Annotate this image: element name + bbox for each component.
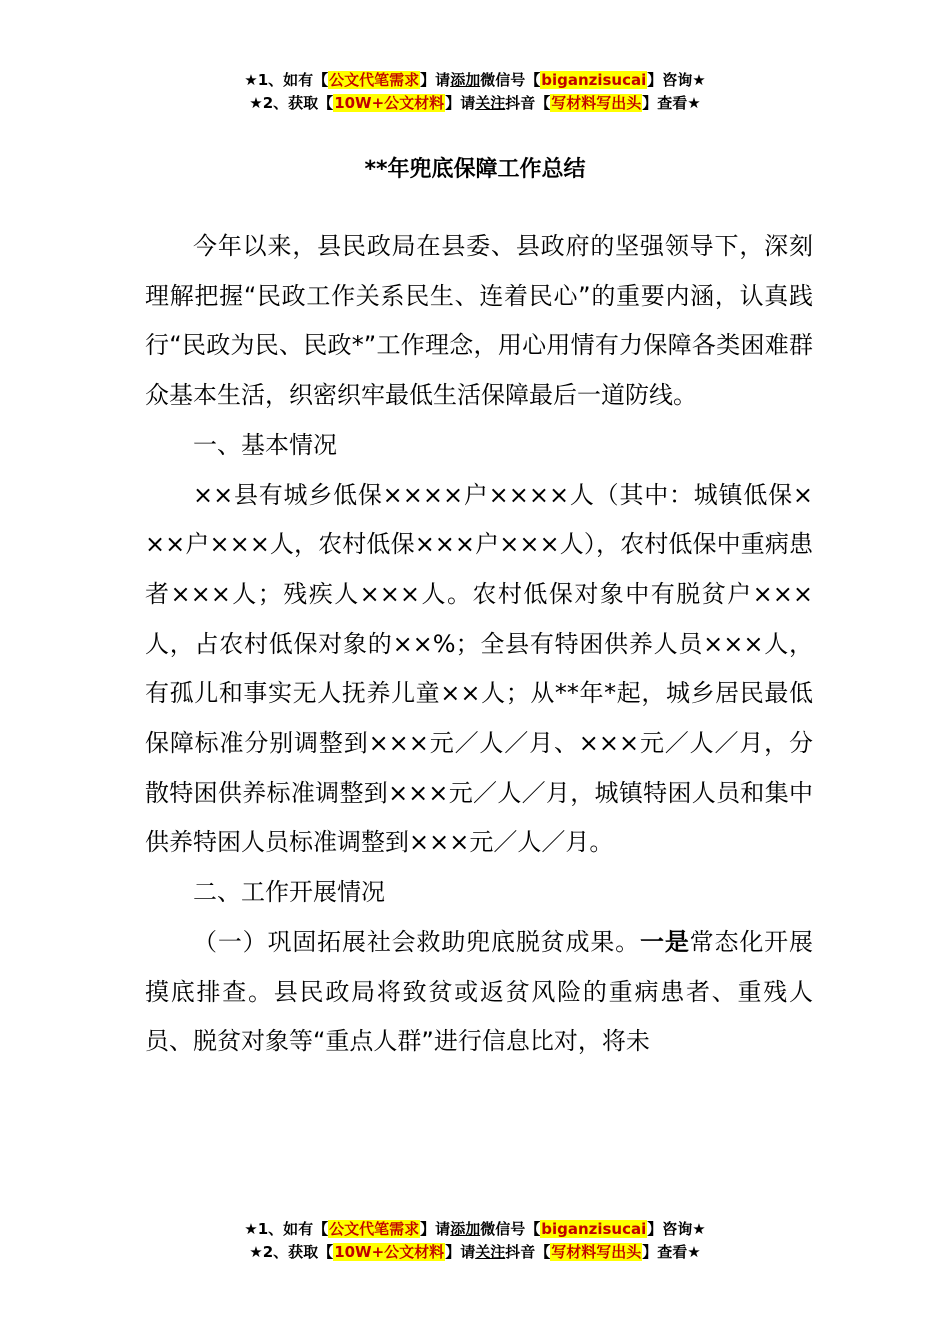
section-heading-basic: 一、基本情况 [193, 430, 337, 459]
banner-highlight: biganzisucai [541, 71, 647, 89]
banner-highlight: 公文代笔需求 [329, 1220, 420, 1238]
basic-situation-paragraph: ××县有城乡低保××××户××××人（其中：城镇低保×××户×××人，农村低保×××户×××人），农村低保中重病患者×××人；残疾人×××人。农村低保对象中有脱贫户×××人，占农村低保对象的××%；全县有特困供养人员×××人，有孤儿和事实无人抚养儿童××人；从**年*起，城乡居民最低保障标准分别调整到×××元／人／月、×××元／人／月，分散特困供养标准调整到×××元／人／月，城镇特困人员和集中供养特困人员标准调整到×××元／人／月。 [145, 480, 813, 857]
banner-line-1: ★1、如有【公文代笔需求】请添加微信号【biganzisucai】咨询★ [244, 1220, 706, 1238]
banner-highlight: 写材料写出头 [551, 94, 642, 112]
footer-banner [0, 1218, 950, 1264]
banner-highlight: 写材料写出头 [551, 1243, 642, 1261]
section-heading-work: 二、工作开展情况 [193, 878, 385, 907]
emphasis-text: 一是 [640, 927, 690, 956]
header-banner [0, 69, 950, 115]
document-body [145, 222, 813, 1067]
banner-line-1: ★1、如有【公文代笔需求】请添加微信号【biganzisucai】咨询★ [244, 71, 706, 89]
work-paragraph: （一）巩固拓展社会救助兜底脱贫成果。一是常态化开展摸底排查。县民政局将致贫或返贫风险的重病患者、重残人员、脱贫对象等“重点人群”进行信息比对，将未 [145, 927, 814, 1056]
banner-highlight: 公文代笔需求 [329, 71, 420, 89]
intro-paragraph: 今年以来，县民政局在县委、县政府的坚强领导下，深刻理解把握“民政工作关系民生、连着民心”的重要内涵，认真践行“民政为民、民政*”工作理念，用心用情有力保障各类困难群众基本生活，织密织牢最低生活保障最后一道防线。 [145, 232, 813, 410]
banner-line-2: ★2、获取【10W+公文材料】请关注抖音【写材料写出头】查看★ [249, 1243, 701, 1261]
banner-highlight: biganzisucai [541, 1220, 647, 1238]
banner-highlight: 10W+公文材料 [334, 1243, 445, 1261]
document-title: **年兜底保障工作总结 [364, 157, 586, 182]
banner-highlight: 10W+公文材料 [334, 94, 445, 112]
banner-line-2: ★2、获取【10W+公文材料】请关注抖音【写材料写出头】查看★ [249, 94, 701, 112]
